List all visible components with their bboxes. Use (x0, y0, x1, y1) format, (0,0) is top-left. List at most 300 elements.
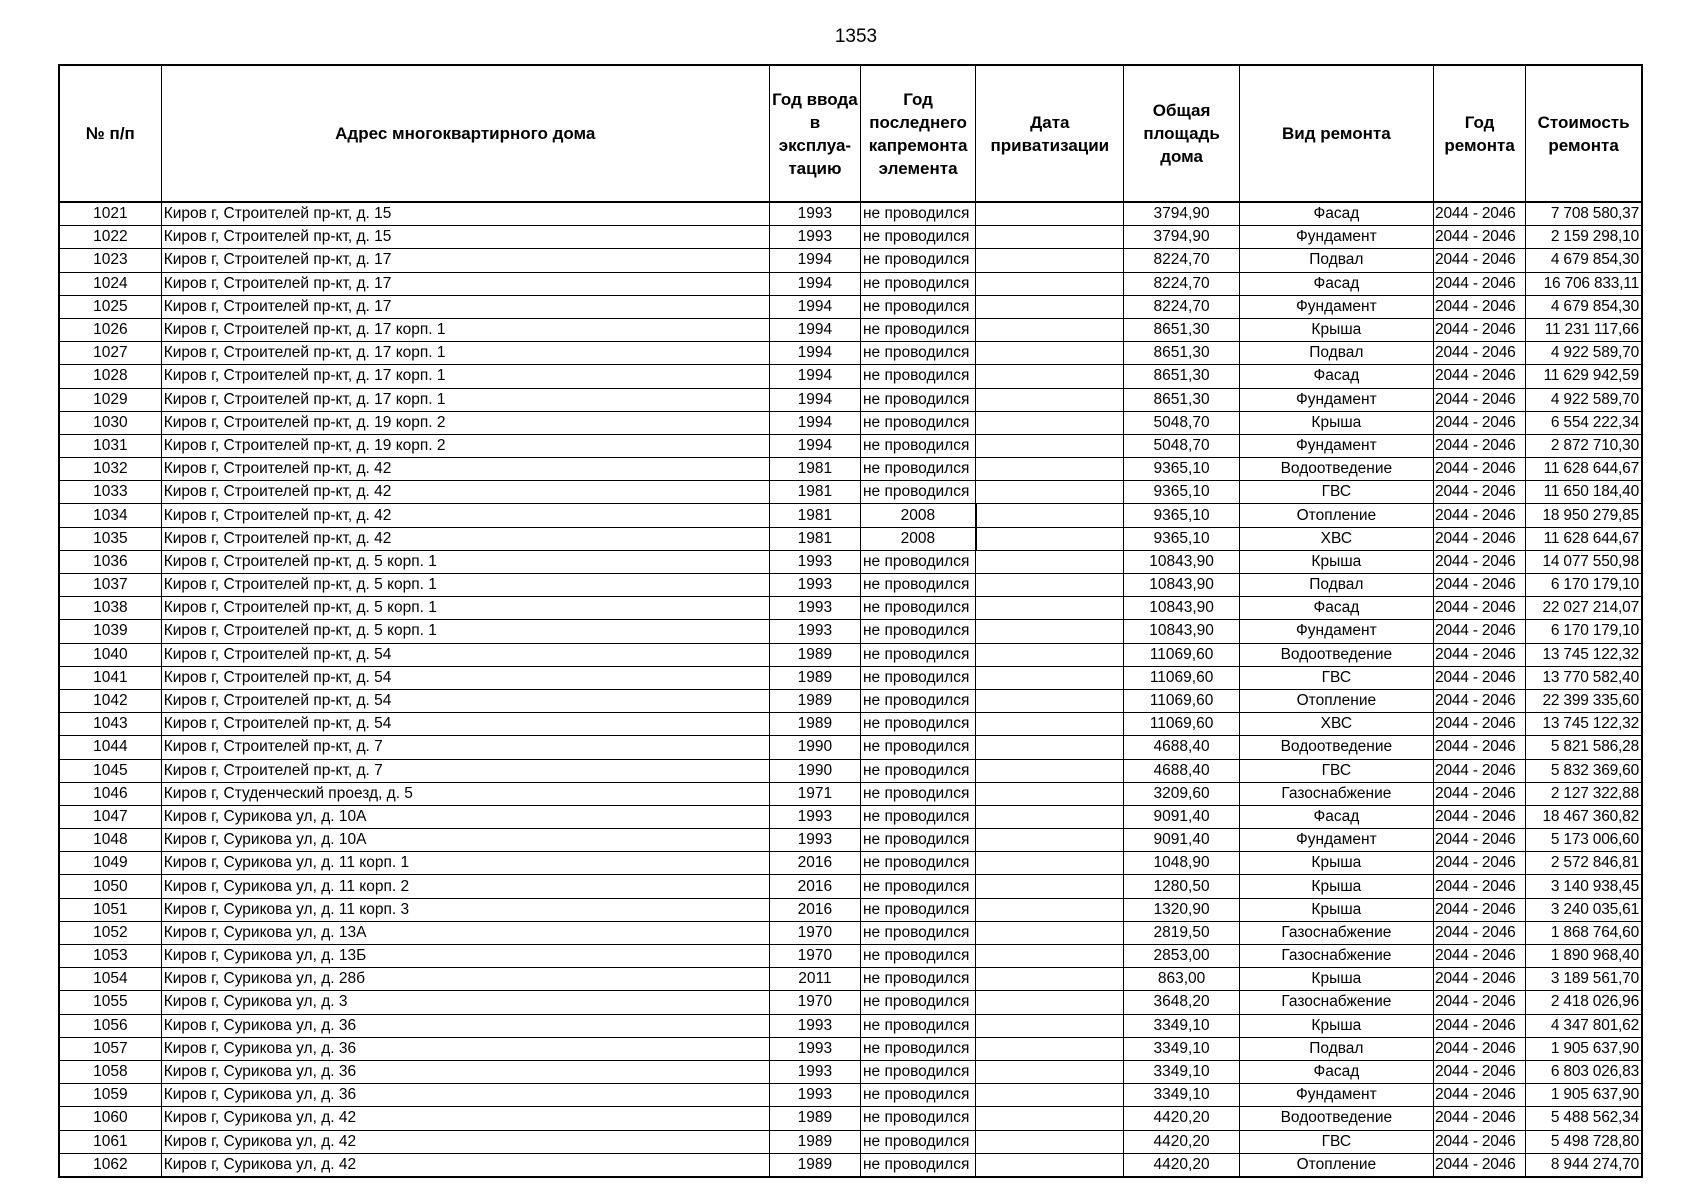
cell-cost: 4 679 854,30 (1526, 295, 1642, 318)
cell-year-built: 1994 (769, 295, 860, 318)
cell-repair-type: Крыша (1239, 968, 1433, 991)
cell-last-repair: не проводился (861, 1014, 976, 1037)
cell-last-repair: не проводился (861, 921, 976, 944)
cell-area: 3648,20 (1124, 991, 1239, 1014)
table-row (59, 1153, 1642, 1177)
header-last-repair: Год последнего капремонта элемента (861, 65, 976, 202)
cell-area: 3349,10 (1124, 1060, 1239, 1083)
cell-cost: 18 950 279,85 (1526, 504, 1642, 527)
cell-address: Киров г, Строителей пр-кт, д. 19 корп. 2 (161, 411, 769, 434)
cell-area: 3794,90 (1124, 226, 1239, 249)
cell-address: Киров г, Строителей пр-кт, д. 5 корп. 1 (161, 597, 769, 620)
cell-area: 8224,70 (1124, 295, 1239, 318)
table-row (59, 295, 1642, 318)
cell-privatization (976, 713, 1124, 736)
cell-privatization (976, 805, 1124, 828)
cell-area: 11069,60 (1124, 689, 1239, 712)
cell-address: Киров г, Строителей пр-кт, д. 54 (161, 666, 769, 689)
cell-cost: 22 027 214,07 (1526, 597, 1642, 620)
cell-privatization (976, 875, 1124, 898)
cell-repair-year: 2044 - 2046 (1434, 458, 1526, 481)
cell-last-repair: не проводился (861, 898, 976, 921)
cell-privatization (976, 1107, 1124, 1130)
cell-area: 4688,40 (1124, 759, 1239, 782)
cell-repair-year: 2044 - 2046 (1434, 875, 1526, 898)
cell-cost: 6 554 222,34 (1526, 411, 1642, 434)
cell-area: 3349,10 (1124, 1037, 1239, 1060)
cell-privatization (976, 736, 1124, 759)
cell-privatization (976, 759, 1124, 782)
cell-address: Киров г, Сурикова ул, д. 11 корп. 3 (161, 898, 769, 921)
cell-last-repair: не проводился (861, 759, 976, 782)
cell-repair-type: Фасад (1239, 202, 1433, 226)
cell-year-built: 1993 (769, 1060, 860, 1083)
cell-last-repair: не проводился (861, 458, 976, 481)
cell-num: 1062 (59, 1153, 161, 1177)
cell-repair-year: 2044 - 2046 (1434, 1060, 1526, 1083)
cell-repair-year: 2044 - 2046 (1434, 991, 1526, 1014)
cell-area: 10843,90 (1124, 620, 1239, 643)
cell-address: Киров г, Строителей пр-кт, д. 5 корп. 1 (161, 574, 769, 597)
table-row (59, 458, 1642, 481)
table-row (59, 1060, 1642, 1083)
cell-num: 1045 (59, 759, 161, 782)
table-row (59, 550, 1642, 573)
cell-cost: 2 127 322,88 (1526, 782, 1642, 805)
cell-last-repair: не проводился (861, 875, 976, 898)
cell-year-built: 1994 (769, 318, 860, 341)
cell-year-built: 1993 (769, 1037, 860, 1060)
cell-last-repair: не проводился (861, 597, 976, 620)
cell-privatization (976, 202, 1124, 226)
table-row (59, 875, 1642, 898)
cell-year-built: 1994 (769, 365, 860, 388)
cell-cost: 16 706 833,11 (1526, 272, 1642, 295)
cell-year-built: 1970 (769, 921, 860, 944)
cell-address: Киров г, Сурикова ул, д. 28б (161, 968, 769, 991)
cell-area: 3209,60 (1124, 782, 1239, 805)
cell-area: 10843,90 (1124, 550, 1239, 573)
cell-privatization (976, 852, 1124, 875)
cell-year-built: 2011 (769, 968, 860, 991)
table-row (59, 1130, 1642, 1153)
cell-repair-year: 2044 - 2046 (1434, 434, 1526, 457)
cell-repair-type: Фасад (1239, 272, 1433, 295)
cell-year-built: 1994 (769, 434, 860, 457)
header-num: № п/п (59, 65, 161, 202)
cell-area: 5048,70 (1124, 434, 1239, 457)
cell-num: 1043 (59, 713, 161, 736)
cell-privatization (976, 643, 1124, 666)
table-row (59, 504, 1642, 527)
cell-cost: 2 872 710,30 (1526, 434, 1642, 457)
cell-privatization (976, 434, 1124, 457)
table-row (59, 620, 1642, 643)
cell-repair-year: 2044 - 2046 (1434, 620, 1526, 643)
cell-address: Киров г, Строителей пр-кт, д. 17 (161, 249, 769, 272)
cell-address: Киров г, Сурикова ул, д. 11 корп. 2 (161, 875, 769, 898)
cell-repair-type: Крыша (1239, 318, 1433, 341)
cell-cost: 13 770 582,40 (1526, 666, 1642, 689)
cell-cost: 6 170 179,10 (1526, 574, 1642, 597)
cell-area: 9091,40 (1124, 805, 1239, 828)
cell-address: Киров г, Строителей пр-кт, д. 42 (161, 481, 769, 504)
cell-address: Киров г, Строителей пр-кт, д. 17 корп. 1 (161, 388, 769, 411)
table-row (59, 226, 1642, 249)
cell-cost: 13 745 122,32 (1526, 643, 1642, 666)
cell-num: 1048 (59, 829, 161, 852)
table-row (59, 249, 1642, 272)
cell-year-built: 1993 (769, 1014, 860, 1037)
cell-repair-type: Крыша (1239, 875, 1433, 898)
cell-repair-type: Фундамент (1239, 1084, 1433, 1107)
cell-repair-year: 2044 - 2046 (1434, 295, 1526, 318)
cell-privatization (976, 365, 1124, 388)
cell-cost: 3 189 561,70 (1526, 968, 1642, 991)
cell-address: Киров г, Строителей пр-кт, д. 17 корп. 1 (161, 365, 769, 388)
cell-num: 1041 (59, 666, 161, 689)
cell-last-repair: не проводился (861, 295, 976, 318)
header-area: Общая площадь дома (1124, 65, 1239, 202)
cell-year-built: 1993 (769, 805, 860, 828)
cell-repair-year: 2044 - 2046 (1434, 1130, 1526, 1153)
cell-num: 1037 (59, 574, 161, 597)
header-year-built: Год ввода в эксплуа-тацию (769, 65, 860, 202)
cell-repair-type: Крыша (1239, 1014, 1433, 1037)
cell-privatization (976, 1060, 1124, 1083)
cell-area: 4688,40 (1124, 736, 1239, 759)
cell-num: 1031 (59, 434, 161, 457)
cell-repair-year: 2044 - 2046 (1434, 1153, 1526, 1177)
cell-repair-type: Газоснабжение (1239, 991, 1433, 1014)
cell-address: Киров г, Строителей пр-кт, д. 17 корп. 1 (161, 342, 769, 365)
cell-repair-type: Газоснабжение (1239, 945, 1433, 968)
cell-year-built: 2016 (769, 898, 860, 921)
cell-cost: 7 708 580,37 (1526, 202, 1642, 226)
cell-num: 1056 (59, 1014, 161, 1037)
cell-area: 11069,60 (1124, 643, 1239, 666)
cell-cost: 5 498 728,80 (1526, 1130, 1642, 1153)
cell-address: Киров г, Сурикова ул, д. 3 (161, 991, 769, 1014)
cell-area: 11069,60 (1124, 713, 1239, 736)
cell-cost: 4 347 801,62 (1526, 1014, 1642, 1037)
cell-area: 5048,70 (1124, 411, 1239, 434)
cell-address: Киров г, Строителей пр-кт, д. 54 (161, 689, 769, 712)
cell-num: 1025 (59, 295, 161, 318)
cell-address: Киров г, Строителей пр-кт, д. 17 (161, 272, 769, 295)
cell-last-repair: не проводился (861, 991, 976, 1014)
cell-repair-type: Газоснабжение (1239, 782, 1433, 805)
cell-cost: 18 467 360,82 (1526, 805, 1642, 828)
cell-repair-year: 2044 - 2046 (1434, 898, 1526, 921)
cell-privatization (976, 318, 1124, 341)
table-row (59, 945, 1642, 968)
header-cost: Стоимость ремонта (1526, 65, 1642, 202)
cell-year-built: 1971 (769, 782, 860, 805)
cell-num: 1039 (59, 620, 161, 643)
cell-repair-year: 2044 - 2046 (1434, 829, 1526, 852)
cell-year-built: 1993 (769, 202, 860, 226)
cell-repair-year: 2044 - 2046 (1434, 736, 1526, 759)
cell-last-repair: не проводился (861, 945, 976, 968)
cell-num: 1042 (59, 689, 161, 712)
table-row (59, 365, 1642, 388)
cell-repair-year: 2044 - 2046 (1434, 504, 1526, 527)
cell-cost: 3 240 035,61 (1526, 898, 1642, 921)
cell-privatization (976, 829, 1124, 852)
cell-last-repair: не проводился (861, 736, 976, 759)
cell-last-repair: не проводился (861, 434, 976, 457)
cell-last-repair: не проводился (861, 1037, 976, 1060)
cell-last-repair: не проводился (861, 852, 976, 875)
cell-cost: 11 629 942,59 (1526, 365, 1642, 388)
cell-year-built: 1990 (769, 759, 860, 782)
header-repair-year: Год ремонта (1434, 65, 1526, 202)
cell-last-repair: не проводился (861, 643, 976, 666)
cell-num: 1030 (59, 411, 161, 434)
cell-year-built: 2016 (769, 875, 860, 898)
cell-repair-year: 2044 - 2046 (1434, 1037, 1526, 1060)
cell-area: 2853,00 (1124, 945, 1239, 968)
cell-area: 8651,30 (1124, 388, 1239, 411)
cell-last-repair: не проводился (861, 968, 976, 991)
cell-repair-year: 2044 - 2046 (1434, 759, 1526, 782)
cell-num: 1055 (59, 991, 161, 1014)
cell-address: Киров г, Строителей пр-кт, д. 42 (161, 458, 769, 481)
cell-last-repair: не проводился (861, 805, 976, 828)
cell-address: Киров г, Сурикова ул, д. 36 (161, 1014, 769, 1037)
cell-area: 3349,10 (1124, 1084, 1239, 1107)
cell-repair-type: Фундамент (1239, 434, 1433, 457)
cell-last-repair: не проводился (861, 272, 976, 295)
cell-year-built: 1989 (769, 643, 860, 666)
cell-year-built: 1989 (769, 1107, 860, 1130)
cell-repair-type: Подвал (1239, 574, 1433, 597)
cell-cost: 11 628 644,67 (1526, 458, 1642, 481)
cell-address: Киров г, Сурикова ул, д. 13А (161, 921, 769, 944)
cell-address: Киров г, Строителей пр-кт, д. 15 (161, 226, 769, 249)
cell-num: 1033 (59, 481, 161, 504)
cell-repair-year: 2044 - 2046 (1434, 202, 1526, 226)
cell-last-repair: не проводился (861, 365, 976, 388)
table-row (59, 388, 1642, 411)
cell-cost: 6 803 026,83 (1526, 1060, 1642, 1083)
cell-repair-year: 2044 - 2046 (1434, 945, 1526, 968)
cell-year-built: 1990 (769, 736, 860, 759)
table-row (59, 689, 1642, 712)
cell-last-repair: не проводился (861, 1153, 976, 1177)
table-row (59, 829, 1642, 852)
cell-address: Киров г, Строителей пр-кт, д. 54 (161, 643, 769, 666)
cell-address: Киров г, Сурикова ул, д. 36 (161, 1037, 769, 1060)
cell-cost: 6 170 179,10 (1526, 620, 1642, 643)
cell-year-built: 1993 (769, 1084, 860, 1107)
cell-repair-year: 2044 - 2046 (1434, 481, 1526, 504)
cell-repair-type: Водоотведение (1239, 643, 1433, 666)
table-row (59, 574, 1642, 597)
cell-last-repair: не проводился (861, 1107, 976, 1130)
cell-repair-year: 2044 - 2046 (1434, 318, 1526, 341)
cell-privatization (976, 574, 1124, 597)
cell-repair-type: Фасад (1239, 597, 1433, 620)
table-row (59, 481, 1642, 504)
cell-num: 1060 (59, 1107, 161, 1130)
cell-cost: 14 077 550,98 (1526, 550, 1642, 573)
cell-last-repair: не проводился (861, 666, 976, 689)
cell-cost: 5 832 369,60 (1526, 759, 1642, 782)
cell-area: 8651,30 (1124, 365, 1239, 388)
cell-last-repair: не проводился (861, 342, 976, 365)
cell-repair-type: Отопление (1239, 504, 1433, 527)
cell-num: 1051 (59, 898, 161, 921)
cell-cost: 4 922 589,70 (1526, 388, 1642, 411)
cell-repair-type: Фасад (1239, 1060, 1433, 1083)
cell-address: Киров г, Строителей пр-кт, д. 5 корп. 1 (161, 620, 769, 643)
header-repair-type: Вид ремонта (1239, 65, 1433, 202)
cell-repair-year: 2044 - 2046 (1434, 782, 1526, 805)
cell-last-repair: 2008 (861, 504, 976, 527)
table-row (59, 968, 1642, 991)
cell-num: 1047 (59, 805, 161, 828)
table-row (59, 527, 1642, 550)
cell-year-built: 1993 (769, 597, 860, 620)
table-row (59, 434, 1642, 457)
cell-repair-year: 2044 - 2046 (1434, 666, 1526, 689)
cell-privatization (976, 666, 1124, 689)
table-row (59, 782, 1642, 805)
cell-last-repair: не проводился (861, 1130, 976, 1153)
cell-privatization (976, 1084, 1124, 1107)
cell-cost: 1 905 637,90 (1526, 1037, 1642, 1060)
cell-year-built: 1989 (769, 689, 860, 712)
cell-num: 1021 (59, 202, 161, 226)
table-row (59, 991, 1642, 1014)
cell-privatization (976, 295, 1124, 318)
cell-area: 9365,10 (1124, 504, 1239, 527)
cell-repair-year: 2044 - 2046 (1434, 921, 1526, 944)
cell-privatization (976, 1153, 1124, 1177)
cell-repair-year: 2044 - 2046 (1434, 1107, 1526, 1130)
cell-repair-type: Водоотведение (1239, 458, 1433, 481)
header-privatization: Дата приватизации (976, 65, 1124, 202)
table-row (59, 1037, 1642, 1060)
cell-year-built: 2016 (769, 852, 860, 875)
cell-privatization (976, 550, 1124, 573)
cell-last-repair: не проводился (861, 782, 976, 805)
cell-repair-type: Фундамент (1239, 620, 1433, 643)
cell-address: Киров г, Строителей пр-кт, д. 5 корп. 1 (161, 550, 769, 573)
cell-area: 10843,90 (1124, 597, 1239, 620)
cell-repair-type: Фундамент (1239, 295, 1433, 318)
cell-repair-year: 2044 - 2046 (1434, 388, 1526, 411)
cell-cost: 5 488 562,34 (1526, 1107, 1642, 1130)
cell-area: 9365,10 (1124, 481, 1239, 504)
cell-area: 11069,60 (1124, 666, 1239, 689)
cell-num: 1028 (59, 365, 161, 388)
cell-year-built: 1989 (769, 1153, 860, 1177)
cell-repair-type: Водоотведение (1239, 736, 1433, 759)
cell-repair-year: 2044 - 2046 (1434, 550, 1526, 573)
cell-year-built: 1970 (769, 991, 860, 1014)
cell-privatization (976, 458, 1124, 481)
cell-cost: 1 868 764,60 (1526, 921, 1642, 944)
table-row (59, 597, 1642, 620)
cell-cost: 2 572 846,81 (1526, 852, 1642, 875)
cell-repair-year: 2044 - 2046 (1434, 365, 1526, 388)
cell-privatization (976, 945, 1124, 968)
cell-address: Киров г, Студенческий проезд, д. 5 (161, 782, 769, 805)
cell-repair-type: ГВС (1239, 481, 1433, 504)
cell-last-repair: не проводился (861, 388, 976, 411)
table-header (59, 65, 1642, 202)
cell-last-repair: не проводился (861, 713, 976, 736)
cell-cost: 4 679 854,30 (1526, 249, 1642, 272)
cell-repair-type: Крыша (1239, 550, 1433, 573)
cell-cost: 2 418 026,96 (1526, 991, 1642, 1014)
cell-repair-type: Крыша (1239, 852, 1433, 875)
repair-plan-table (58, 64, 1643, 1178)
cell-address: Киров г, Сурикова ул, д. 36 (161, 1060, 769, 1083)
cell-repair-type: Подвал (1239, 249, 1433, 272)
cell-privatization (976, 249, 1124, 272)
cell-repair-year: 2044 - 2046 (1434, 342, 1526, 365)
cell-repair-type: Фундамент (1239, 226, 1433, 249)
cell-area: 4420,20 (1124, 1130, 1239, 1153)
cell-year-built: 1981 (769, 504, 860, 527)
cell-area: 8224,70 (1124, 249, 1239, 272)
cell-cost: 2 159 298,10 (1526, 226, 1642, 249)
cell-repair-year: 2044 - 2046 (1434, 1014, 1526, 1037)
cell-privatization (976, 689, 1124, 712)
cell-repair-year: 2044 - 2046 (1434, 968, 1526, 991)
table-row (59, 852, 1642, 875)
cell-cost: 8 944 274,70 (1526, 1153, 1642, 1177)
cell-repair-year: 2044 - 2046 (1434, 226, 1526, 249)
cell-address: Киров г, Строителей пр-кт, д. 15 (161, 202, 769, 226)
cell-num: 1026 (59, 318, 161, 341)
cell-num: 1029 (59, 388, 161, 411)
cell-repair-year: 2044 - 2046 (1434, 689, 1526, 712)
cell-address: Киров г, Строителей пр-кт, д. 17 корп. 1 (161, 318, 769, 341)
cell-cost: 1 905 637,90 (1526, 1084, 1642, 1107)
cell-privatization (976, 272, 1124, 295)
cell-cost: 3 140 938,45 (1526, 875, 1642, 898)
cell-num: 1035 (59, 527, 161, 550)
cell-year-built: 1993 (769, 829, 860, 852)
cell-num: 1022 (59, 226, 161, 249)
cell-num: 1061 (59, 1130, 161, 1153)
cell-num: 1059 (59, 1084, 161, 1107)
cell-year-built: 1993 (769, 574, 860, 597)
cell-area: 1320,90 (1124, 898, 1239, 921)
cell-repair-type: Подвал (1239, 1037, 1433, 1060)
cell-last-repair: не проводился (861, 829, 976, 852)
cell-privatization (976, 620, 1124, 643)
header-address: Адрес многоквартирного дома (161, 65, 769, 202)
cell-last-repair: не проводился (861, 689, 976, 712)
cell-cost: 5 173 006,60 (1526, 829, 1642, 852)
cell-year-built: 1989 (769, 666, 860, 689)
cell-cost: 1 890 968,40 (1526, 945, 1642, 968)
cell-repair-type: Фасад (1239, 805, 1433, 828)
table-row (59, 318, 1642, 341)
table-row (59, 921, 1642, 944)
table-row (59, 202, 1642, 226)
cell-area: 1280,50 (1124, 875, 1239, 898)
cell-privatization (976, 968, 1124, 991)
cell-last-repair: не проводился (861, 550, 976, 573)
cell-privatization (976, 411, 1124, 434)
